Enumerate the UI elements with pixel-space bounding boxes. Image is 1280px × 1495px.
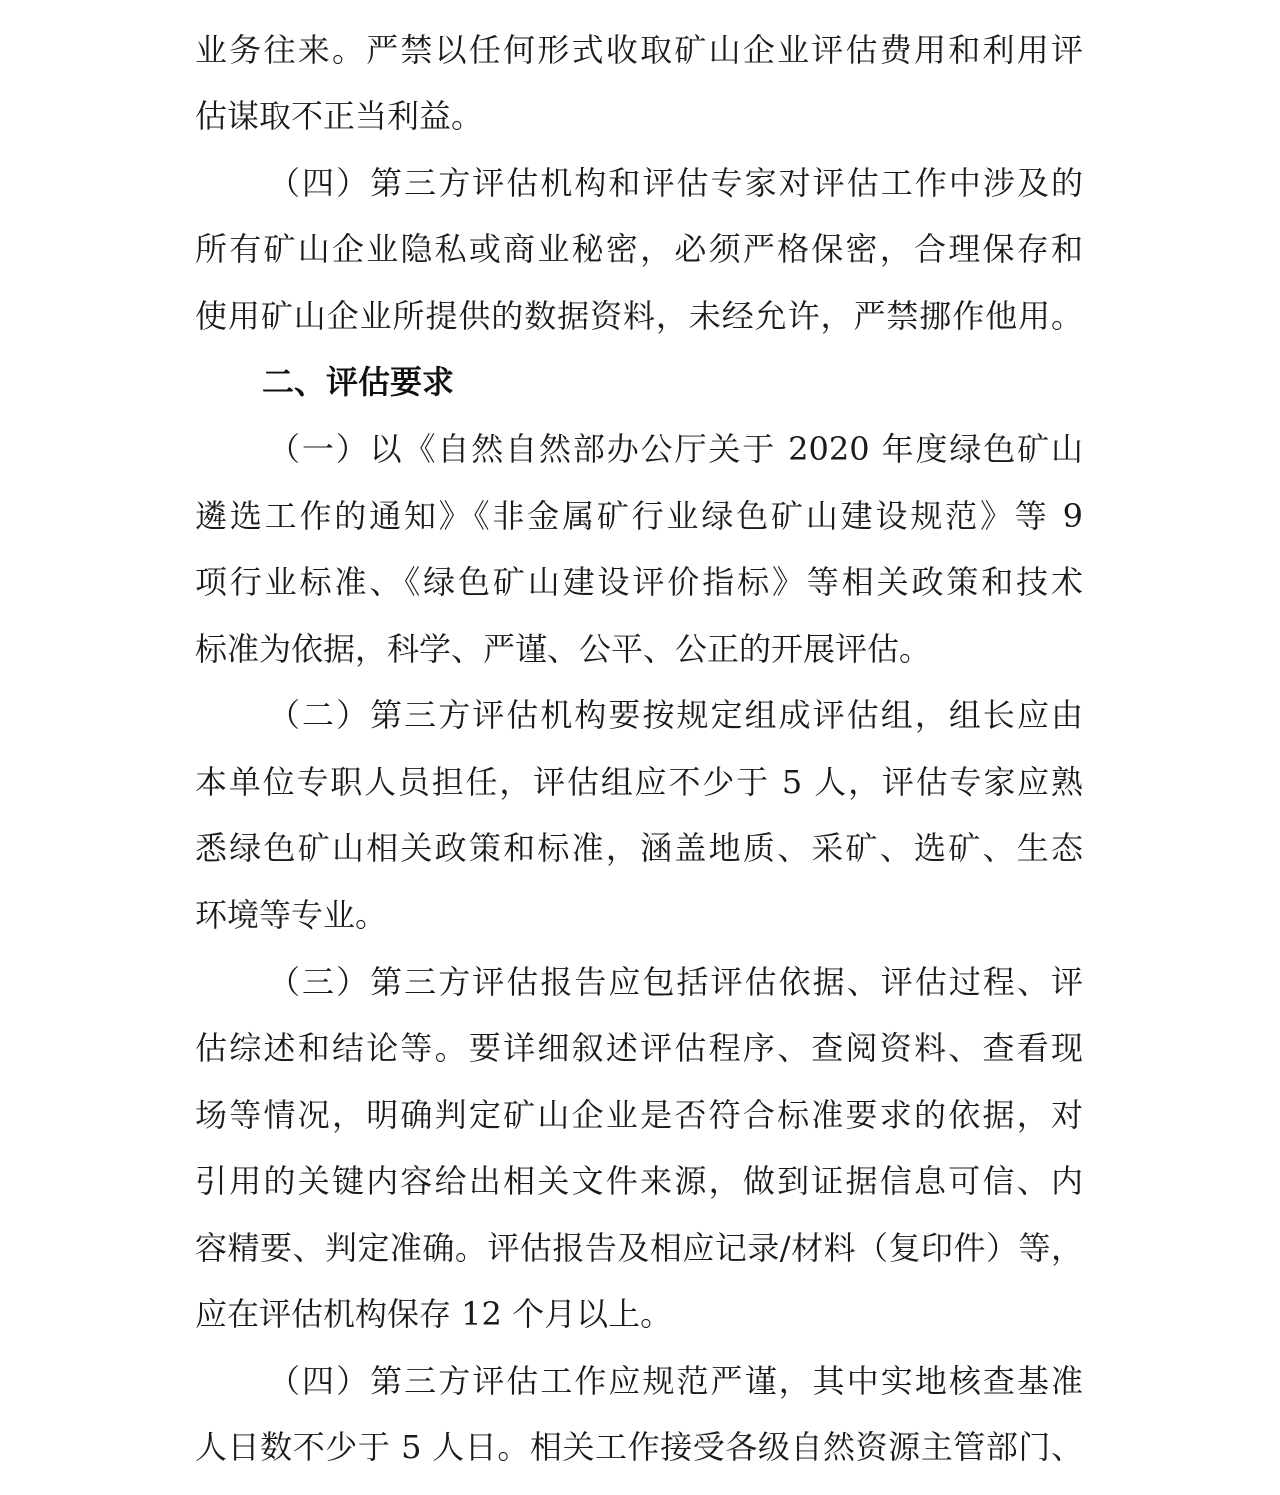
paragraph-line: 使用矿山企业所提供的数据资料，未经允许，严禁挪作他用。 (195, 297, 1083, 335)
paragraph-line: （三）第三方评估报告应包括评估依据、评估过程、评 (268, 963, 1083, 1001)
paragraph-line: 业务往来。严禁以任何形式收取矿山企业评估费用和利用评 (195, 31, 1083, 69)
paragraph-line: 估综述和结论等。要详细叙述评估程序、查阅资料、查看现 (195, 1029, 1083, 1067)
paragraph-line: 容精要、判定准确。评估报告及相应记录/材料（复印件）等， (195, 1229, 1083, 1267)
paragraph-line: 项行业标准、《绿色矿山建设评价指标》等相关政策和技术 (195, 563, 1083, 601)
paragraph-line: 引用的关键内容给出相关文件来源，做到证据信息可信、内 (195, 1162, 1083, 1200)
paragraph-line: 场等情况，明确判定矿山企业是否符合标准要求的依据，对 (195, 1096, 1083, 1134)
paragraph-line: 应在评估机构保存 12 个月以上。 (195, 1295, 673, 1333)
paragraph-line: 本单位专职人员担任，评估组应不少于 5 人，评估专家应熟 (195, 763, 1083, 801)
paragraph-line: （四）第三方评估工作应规范严谨，其中实地核查基准 (268, 1362, 1083, 1400)
paragraph-line: 估谋取不正当利益。 (195, 97, 484, 135)
paragraph-line: 环境等专业。 (195, 896, 388, 934)
paragraph-line: （四）第三方评估机构和评估专家对评估工作中涉及的 (268, 164, 1083, 202)
paragraph-line: 遴选工作的通知》《非金属矿行业绿色矿山建设规范》等 9 (195, 497, 1083, 535)
paragraph-line: （一）以《自然自然部办公厅关于 2020 年度绿色矿山 (268, 430, 1083, 468)
paragraph-line: 悉绿色矿山相关政策和标准，涵盖地质、采矿、选矿、生态 (195, 829, 1083, 867)
section-heading: 二、评估要求 (262, 363, 455, 401)
paragraph-line: 标准为依据，科学、严谨、公平、公正的开展评估。 (195, 630, 932, 668)
paragraph-line: （二）第三方评估机构要按规定组成评估组，组长应由 (268, 696, 1083, 734)
paragraph-line: 人日数不少于 5 人日。相关工作接受各级自然资源主管部门、 (195, 1428, 1083, 1466)
paragraph-line: 所有矿山企业隐私或商业秘密，必须严格保密，合理保存和 (195, 230, 1083, 268)
